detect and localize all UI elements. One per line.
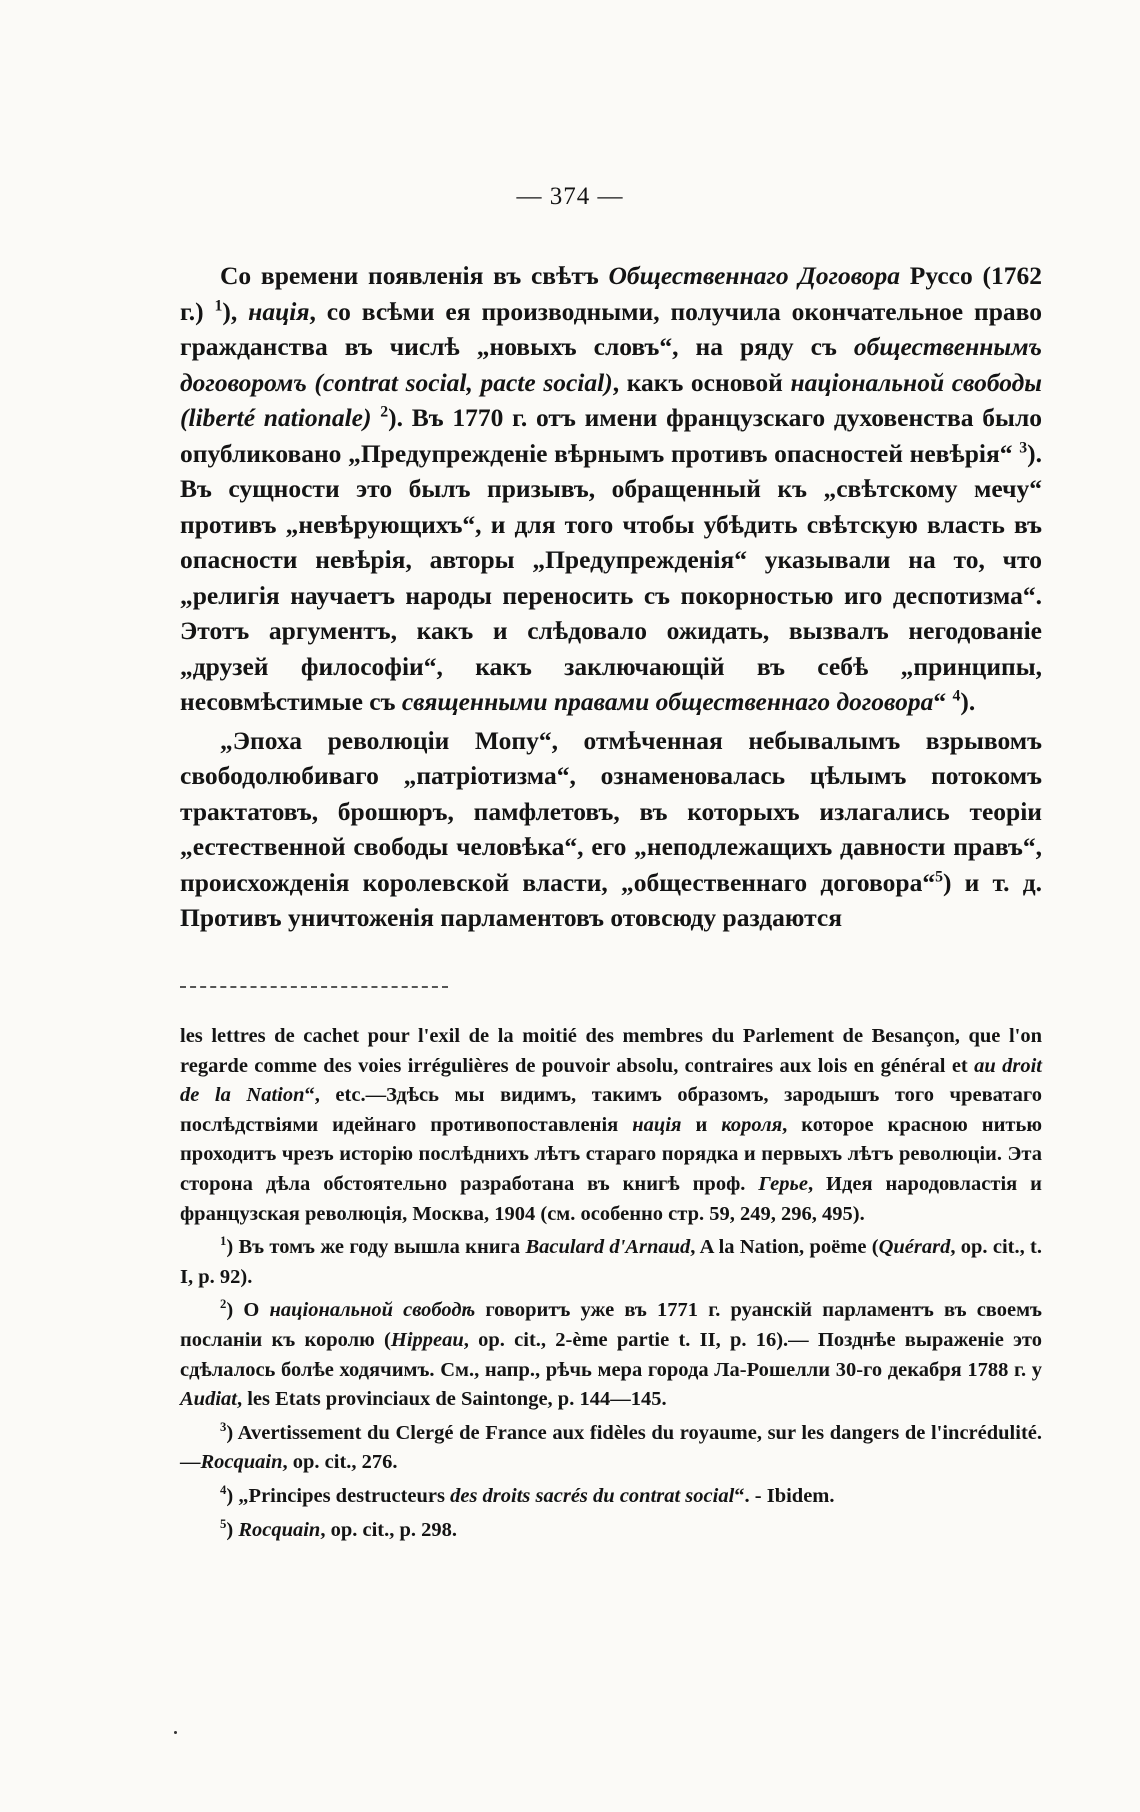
footnote-continuation: les lettres de cachet pour l'exil de la moitié des membres du Parlement de Besançon, que l'on regarde comme des voies irrégulières de pouvoir absolu, contraires aux lois en général et au droit de la Nation“, etc.—Здѣсь мы видимъ, такимъ образомъ, зародышъ того чреватаго послѣдствіями идейнаго противопоставленія нація и короля, которое красною нитью проходитъ чрезъ исторію послѣднихъ лѣтъ стараго порядка и первыхъ лѣтъ революціи. Эта сторона дѣла обстоятельно разработана въ книгѣ проф. Герье, Идея народовластія и французская революція, Москва, 1904 (см. особенно стр. 59, 249, 296, 495). xyxy=(180,1025,1042,1225)
footnote-ref-2: 2 xyxy=(380,403,389,421)
footnote-5: $^5$) Rocquain, op. cit., p. 298. xyxy=(220,1516,458,1541)
footnote-divider xyxy=(180,986,448,988)
footnote-3: $^3$) Avertissement du Clergé de France aux fidèles du royaume, sur les dangers de l'incrédulité.—Rocquain, op. cit., 276. xyxy=(180,1419,1042,1474)
paragraph-1: Со времени появленія въ свѣтъ Общественнаго Договора Руссо (1762 г.) $^1$), нація, со всѣми ея производными, получила окончательное право гражданства въ числѣ „новыхъ словъ“, на ряду съ общественнымъ договоромъ (contrat social, pacte social), какъ основой національной свободы (liberté nationale) $^2$). Въ 1770 г. отъ имени французскаго духовенства было опубликовано „Предупрежденіе вѣрнымъ противъ опасностей невѣрія“ $^3$). Въ сущности это былъ призывъ, обращенный къ „свѣтскому мечу“ противъ „невѣрующихъ“, и для того чтобы убѣдить свѣтскую власть въ опасности невѣрія, авторы „Предупрежденія“ указывали на то, что „религія научаетъ народы переносить съ покорностью иго деспотизма“. Этотъ аргументъ, какъ и слѣдовало ожидать, вызвалъ негодованіе „друзей философіи“, какъ заключающій въ себѣ „принципы, несовмѣстимые съ священными правами общественнаго договора“ $^4$). xyxy=(180,261,1043,716)
footnote-2: $^2$) О національной свободѣ говоритъ уже въ 1771 г. руанскій парламентъ въ своемъ посланіи къ королю (Hippeau, op. cit., 2-ème partie t. II, p. 16).— Позднѣе выраженіе это сдѣлалось болѣе ходячимъ. См., напр., рѣчь мера города Ла-Рошелли 30-го декабря 1788 г. у Audiat, les Etats provinciaux de Saintonge, p. 144—145. xyxy=(180,1297,1042,1411)
footnotes xyxy=(180,1022,1042,1545)
page-number: — 374 — xyxy=(516,183,624,210)
paragraph-2: „Эпоха революціи Мопу“, отмѣченная небывалымъ взрывомъ свободолюбиваго „патріотизма“, ознаменовалась цѣлымъ потокомъ трактатовъ, брошюръ, памфлетовъ, въ которыхъ излагались теоріи „естественной свободы человѣка“, его „неподлежащихъ давности правъ“, происхожденія королевской власти, „общественнаго договора“$^5$) и т. д. Противъ уничтоженія парламентовъ отовсюду раздаются xyxy=(180,725,1042,932)
footnote-ref-3: 3 xyxy=(1019,439,1028,456)
footnote-4: $^4$) „Principes destructeurs des droits sacrés du contrat social“. - Ibidem. xyxy=(220,1483,835,1507)
print-speck xyxy=(174,1731,177,1734)
footnote-ref-4: 4 xyxy=(952,687,961,705)
footnote-ref-1: 1 xyxy=(214,297,223,314)
footnote-1: $^1$) Въ томъ же году вышла книга Baculard d'Arnaud, A la Nation, poëme (Quérard, op. cit., t. I, p. 92). xyxy=(180,1234,1042,1288)
footnote-ref-5: 5 xyxy=(935,868,943,885)
main-text xyxy=(180,258,1042,936)
